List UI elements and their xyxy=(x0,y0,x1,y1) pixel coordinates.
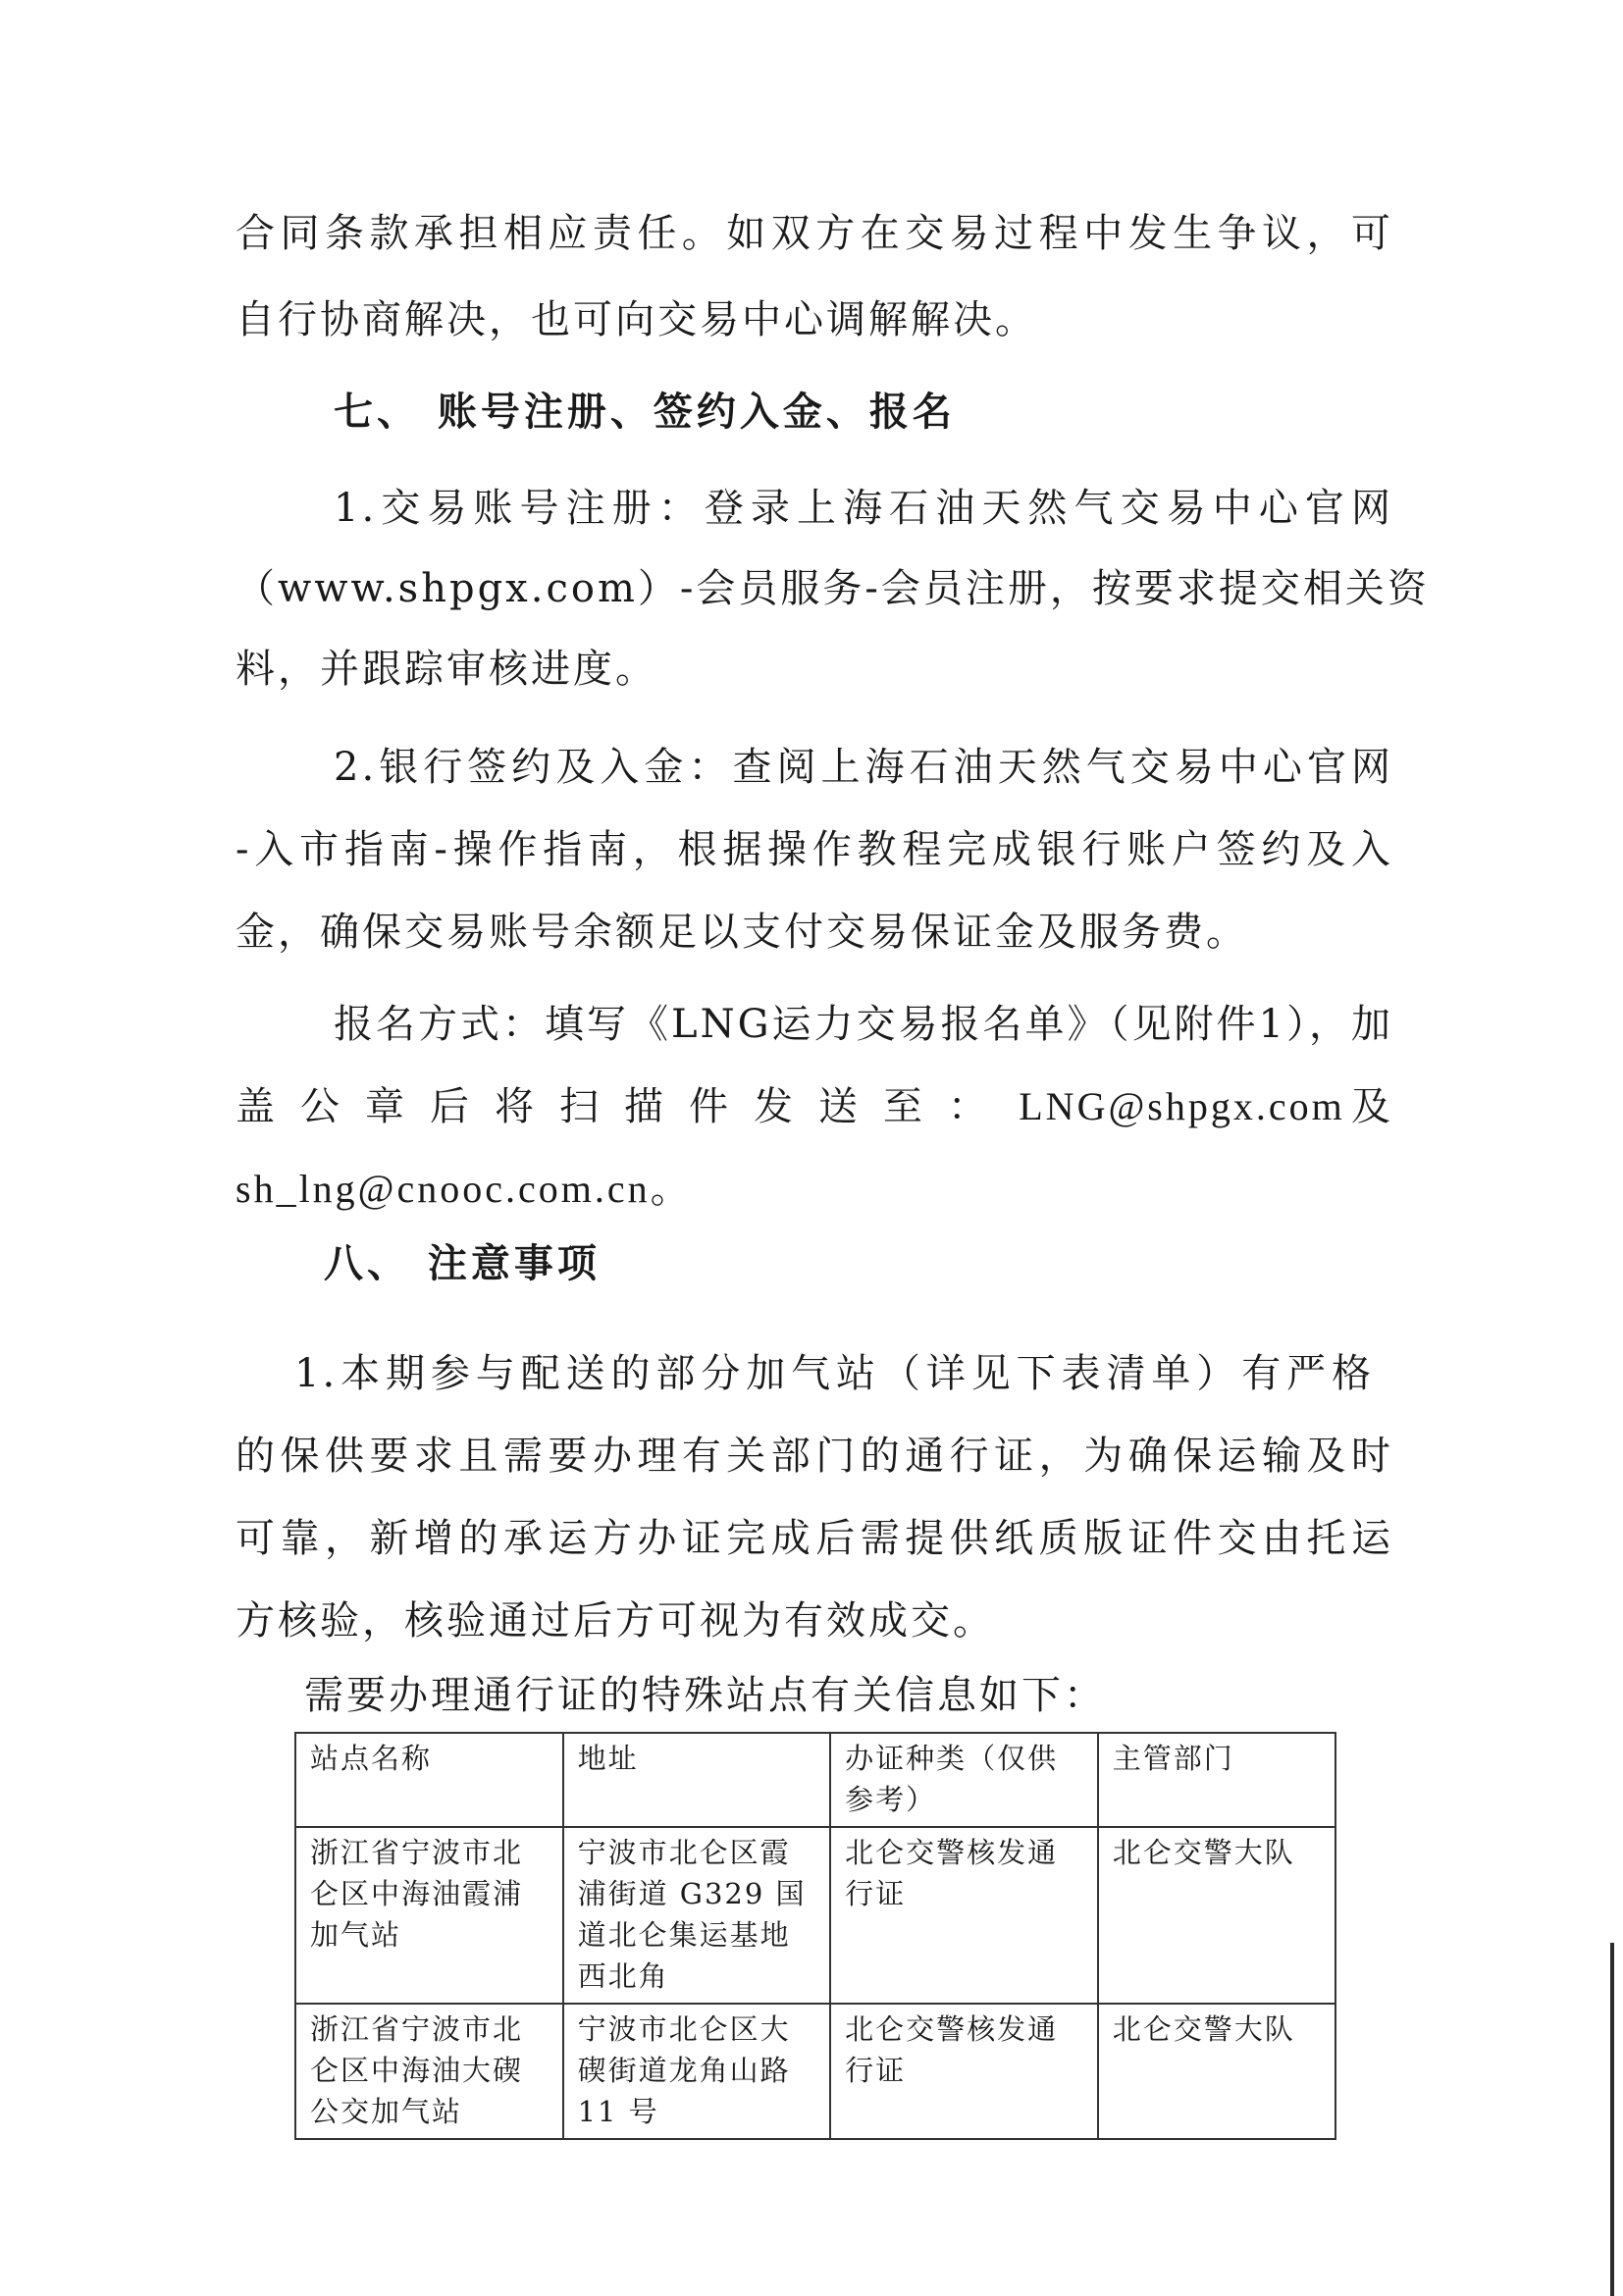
column-header-address: 地址 xyxy=(563,1733,831,1827)
paragraph-line: 1.交易账号注册：登录上海石油天然气交易中心官网 xyxy=(334,486,1393,531)
cell-station-name: 浙江省宁波市北仑区中海油大碶公交加气站 xyxy=(295,2004,563,2139)
cell-permit: 北仑交警核发通行证 xyxy=(830,1827,1098,2004)
paragraph-line: 报名方式：填写《LNG运力交易报名单》（见附件1），加 xyxy=(334,1002,1393,1047)
email-link-shpgx[interactable]: LNG@shpgx.com xyxy=(1019,1084,1345,1128)
cell-department: 北仑交警大队 xyxy=(1098,1827,1335,2004)
cell-address: 宁波市北仑区大碶街道龙角山路 11 号 xyxy=(563,2004,831,2139)
paragraph-line: （www.shpgx.com）-会员服务-会员注册，按要求提交相关资 xyxy=(236,566,1430,611)
paragraph-line: 料，并跟踪审核进度。 xyxy=(236,647,657,692)
cell-station-name: 浙江省宁波市北仑区中海油霞浦加气站 xyxy=(295,1827,563,2004)
table-header-row xyxy=(295,1733,1335,1827)
section-heading-7: 七、 账号注册、签约入金、报名 xyxy=(334,390,956,435)
column-header-station: 站点名称 xyxy=(295,1733,563,1827)
column-header-permit: 办证种类（仅供参考） xyxy=(830,1733,1098,1827)
cell-permit: 北仑交警核发通行证 xyxy=(830,2004,1098,2139)
paragraph-line: 的保供要求且需要办理有关部门的通行证，为确保运输及时 xyxy=(236,1434,1393,1479)
cell-address: 宁波市北仑区霞浦街道 G329 国道北仑集运基地西北角 xyxy=(563,1827,831,2004)
cell-department: 北仑交警大队 xyxy=(1098,2004,1335,2139)
paragraph-line: 1.本期参与配送的部分加气站（详见下表清单）有严格 xyxy=(294,1351,1374,1396)
paragraph-line: -入市指南-操作指南，根据操作教程完成银行账户签约及入 xyxy=(236,827,1393,872)
email-link-cnooc[interactable]: sh_lng@cnooc.com.cn。 xyxy=(236,1167,693,1211)
paragraph-line: 方核验，核验通过后方可视为有效成交。 xyxy=(236,1598,995,1644)
scan-edge-shadow xyxy=(1610,1943,1614,2296)
paragraph-text: 及 xyxy=(1350,1084,1393,1129)
table-intro: 需要办理通行证的特殊站点有关信息如下： xyxy=(304,1673,1106,1718)
table-row xyxy=(295,2004,1335,2139)
paragraph-line: 合同条款承担相应责任。如双方在交易过程中发生争议，可 xyxy=(236,211,1393,256)
table-row xyxy=(295,1827,1335,2004)
paragraph-line: 2.银行签约及入金：查阅上海石油天然气交易中心官网 xyxy=(334,745,1393,790)
paragraph-line-email xyxy=(236,1079,1393,1134)
station-table xyxy=(294,1732,1336,2140)
paragraph-line: 自行协商解决，也可向交易中心调解解决。 xyxy=(236,297,1037,342)
paragraph-line: 可靠，新增的承运方办证完成后需提供纸质版证件交由托运 xyxy=(236,1516,1393,1561)
section-heading-8: 八、 注意事项 xyxy=(324,1241,601,1286)
paragraph-text: 盖公章后将扫描件发送至： xyxy=(236,1084,1013,1129)
paragraph-line: 金，确保交易账号余额足以支付交易保证金及服务费。 xyxy=(236,910,1248,955)
column-header-department: 主管部门 xyxy=(1098,1733,1335,1827)
